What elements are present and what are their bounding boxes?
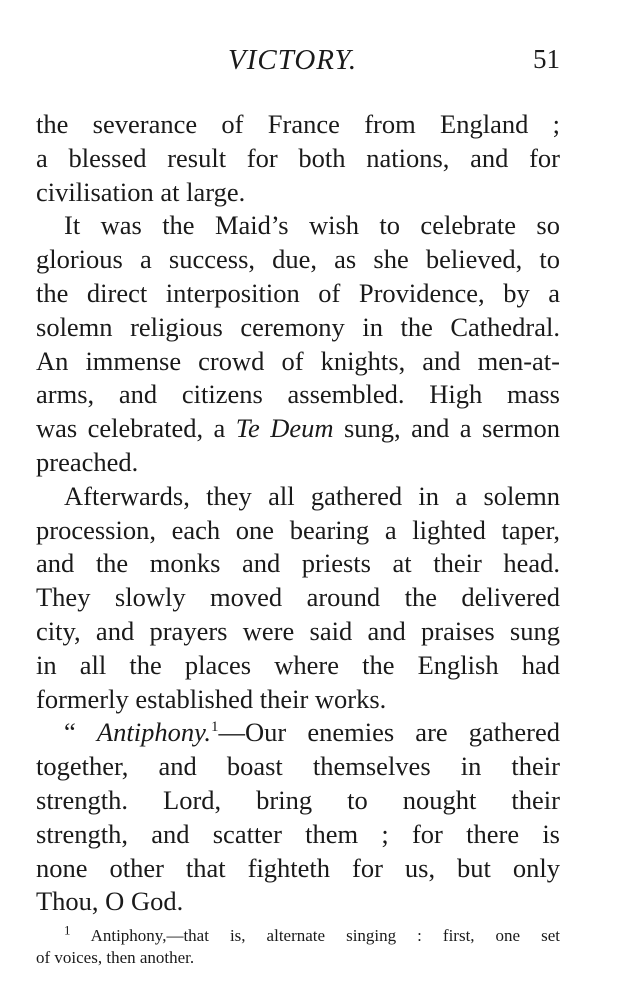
text-line: preached. (36, 446, 139, 477)
footnote-mark: 1 (64, 922, 71, 938)
text-line: together, and boast themselves in their (36, 751, 560, 782)
text-line: procession, each one bearing a lighted taper, (36, 514, 560, 545)
text-line: none other that fighteth for us, but only (36, 852, 560, 883)
text-line: civilisation at large. (36, 176, 246, 207)
footnote-text: Antiphony,—that is, alternate singing : first, one set (70, 926, 560, 945)
text-line: a blessed result for both nations, and for (36, 142, 560, 173)
page-header (36, 44, 560, 80)
text-line: city, and prayers were said and praises sung (36, 615, 560, 646)
antiphony-italic: Antiphony. (96, 717, 211, 748)
open-quote: “ (64, 717, 97, 748)
running-title: VICTORY. (228, 44, 358, 76)
text-line: in all the places where the English had (36, 649, 560, 680)
text-segment: was celebrated, a (36, 413, 236, 444)
text-line (36, 716, 560, 750)
text-line: solemn religious ceremony in the Cathedral. (36, 311, 560, 342)
text-line: strength, and scatter them ; for there is (36, 818, 560, 849)
footnote (36, 922, 560, 969)
text-segment: sung, and a sermon (333, 413, 560, 444)
te-deum-italic: Te Deum (235, 413, 334, 444)
text-line: the direct interposition of Providence, by a (36, 277, 560, 308)
text-line: strength. Lord, bring to nought their (36, 784, 560, 815)
text-line: Thou, O God. (36, 886, 184, 917)
text-line: It was the Maid’s wish to celebrate so (64, 210, 560, 241)
text-line: formerly established their works. (36, 683, 387, 714)
footnote-line: of voices, then another. (36, 948, 195, 967)
text-line: An immense crowd of knights, and men-at- (36, 345, 560, 376)
text-line: glorious a success, due, as she believed, to (36, 244, 560, 275)
text-line: They slowly moved around the delivered (36, 582, 560, 613)
text-line: Afterwards, they all gathered in a solemn (64, 480, 560, 511)
text-segment: —Our enemies are gathered (218, 717, 561, 748)
text-line: and the monks and priests at their head. (36, 548, 560, 579)
text-line: the severance of France from England ; (36, 109, 560, 139)
footnote-line (36, 922, 560, 947)
footnote-reference: 1 (211, 719, 219, 736)
text-line (36, 412, 560, 446)
page-number: 51 (533, 44, 560, 74)
text-line: arms, and citizens assembled. High mass (36, 379, 560, 410)
body-text (36, 108, 560, 919)
